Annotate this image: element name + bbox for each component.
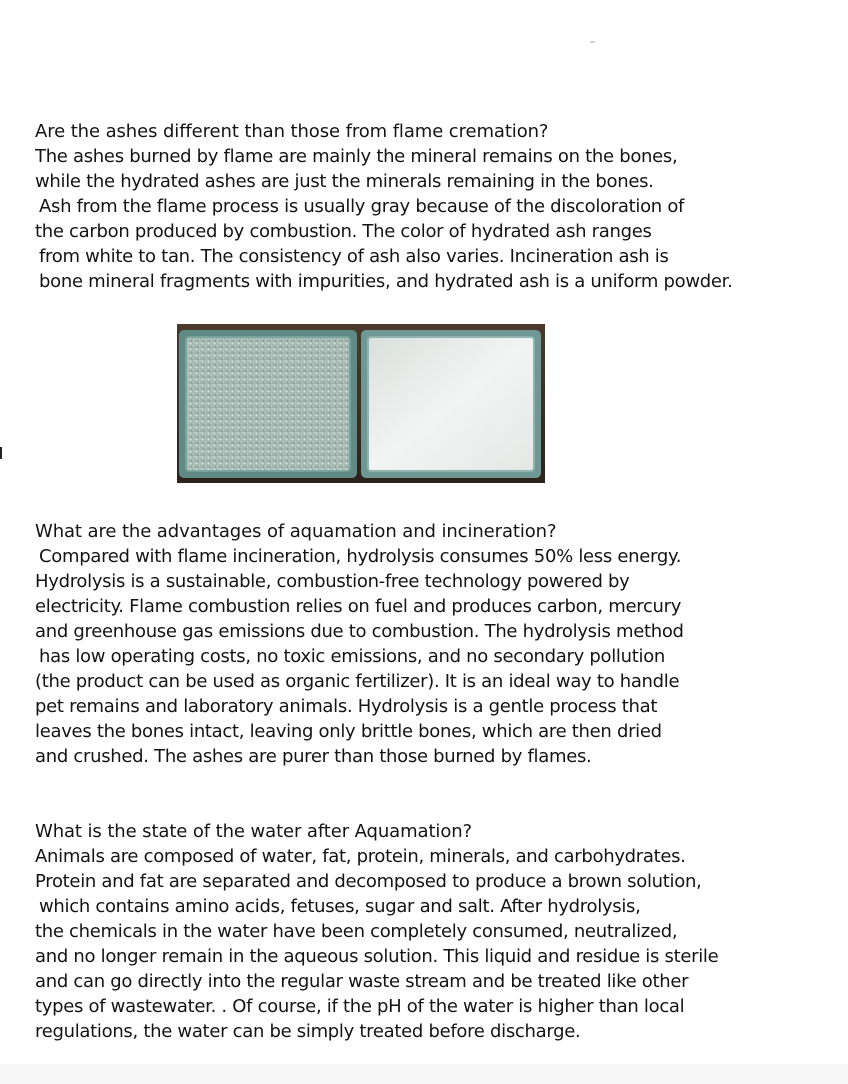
section-water-state [35, 819, 825, 1044]
body-line: Compared with flame incineration, hydrolysis consumes 50% less energy. [39, 546, 682, 567]
body-line: while the hydrated ashes are just the minerals remaining in the bones. [35, 171, 654, 192]
body-line: has low operating costs, no toxic emissions, and no secondary pollution [39, 646, 666, 667]
body-line: and no longer remain in the aqueous solution. This liquid and residue is sterile [35, 946, 719, 967]
section-ash-difference [35, 119, 825, 294]
body-line: and crushed. The ashes are purer than those burned by flames. [35, 746, 592, 767]
body-line: (the product can be used as organic fertilizer). It is an ideal way to handle [35, 671, 680, 692]
body-line: electricity. Flame combustion relies on fuel and produces carbon, mercury [35, 596, 682, 617]
body-line: bone mineral fragments with impurities, and hydrated ash is a uniform powder. [39, 271, 733, 292]
body-line: Hydrolysis is a sustainable, combustion-free technology powered by [35, 571, 630, 592]
section-heading: What is the state of the water after Aquamation? [35, 821, 473, 842]
body-line: the carbon produced by combustion. The color of hydrated ash ranges [35, 221, 652, 242]
body-line: The ashes burned by flame are mainly the mineral remains on the bones, [35, 146, 678, 167]
body-line: Ash from the flame process is usually gray because of the discoloration of [39, 196, 685, 217]
section-body [35, 144, 825, 294]
body-line: types of wastewater. . Of course, if the pH of the water is higher than local [35, 996, 685, 1017]
body-line: leaves the bones intact, leaving only brittle bones, which are then dried [35, 721, 662, 742]
body-line: regulations, the water can be simply treated before discharge. [35, 1021, 581, 1042]
section-advantages [35, 519, 825, 769]
ash-trays-photo [177, 324, 545, 483]
section-body [35, 844, 825, 1044]
section-heading: What are the advantages of aquamation and incineration? [35, 521, 557, 542]
body-line: Protein and fat are separated and decomposed to produce a brown solution, [35, 871, 702, 892]
body-line: the chemicals in the water have been completely consumed, neutralized, [35, 921, 678, 942]
body-line: pet remains and laboratory animals. Hydrolysis is a gentle process that [35, 696, 658, 717]
body-line: which contains amino acids, fetuses, sugar and salt. After hydrolysis, [39, 896, 641, 917]
section-body [35, 544, 825, 769]
body-line: and greenhouse gas emissions due to combustion. The hydrolysis method [35, 621, 684, 642]
bottom-fade [0, 1064, 848, 1084]
section-heading: Are the ashes different than those from flame cremation? [35, 121, 549, 142]
body-line: from white to tan. The consistency of ash also varies. Incineration ash is [39, 246, 669, 267]
body-line: and can go directly into the regular waste stream and be treated like other [35, 971, 689, 992]
body-line: Animals are composed of water, fat, protein, minerals, and carbohydrates. [35, 846, 686, 867]
edge-mark [0, 447, 2, 459]
top-mark [590, 41, 595, 43]
